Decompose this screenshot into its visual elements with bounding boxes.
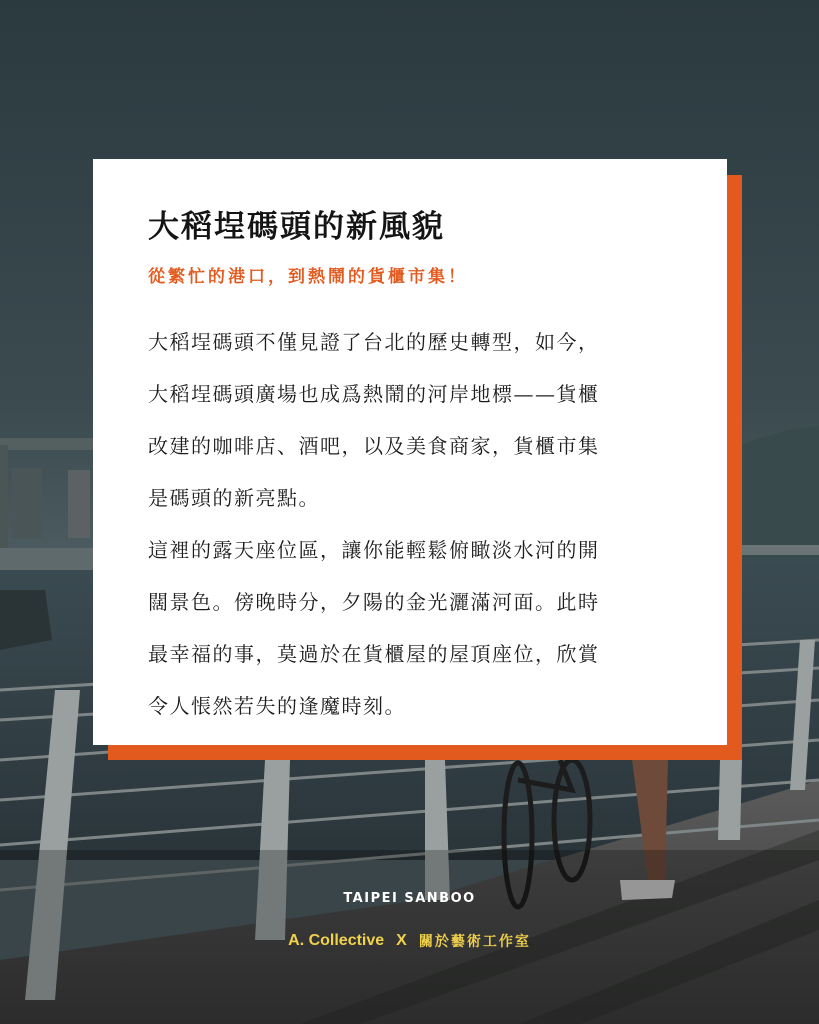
body-line: 這裡的露天座位區，讓你能輕鬆俯瞰淡水河的開: [148, 538, 600, 562]
brand-name: TAIPEI SANBOO: [343, 891, 476, 906]
body-line: 最幸福的事，莫過於在貨櫃屋的屋頂座位，欣賞: [148, 642, 600, 666]
card-subtitle: 從繁忙的港口，到熱鬧的貨櫃市集！: [148, 267, 468, 287]
body-line: 令人悵然若失的逢魔時刻。: [148, 694, 406, 718]
body-line: 是碼頭的新亮點。: [148, 486, 320, 510]
text-card: [93, 159, 727, 745]
collaboration-credit: [0, 931, 819, 951]
card-title: 大稻埕碼頭的新風貌: [148, 209, 445, 245]
collab-separator: X: [396, 932, 407, 949]
body-line: 改建的咖啡店、酒吧，以及美食商家，貨櫃市集: [148, 434, 600, 458]
collab-right: 關於藝術工作室: [418, 934, 531, 950]
body-line: 大稻埕碼頭廣場也成爲熱鬧的河岸地標——貨櫃: [148, 382, 600, 406]
card-body: [148, 323, 678, 739]
body-line: 闊景色。傍晚時分，夕陽的金光灑滿河面。此時: [148, 590, 600, 614]
collab-left: A. Collective: [288, 932, 385, 949]
body-line: 大稻埕碼頭不僅見證了台北的歷史轉型，如今，: [148, 330, 600, 354]
